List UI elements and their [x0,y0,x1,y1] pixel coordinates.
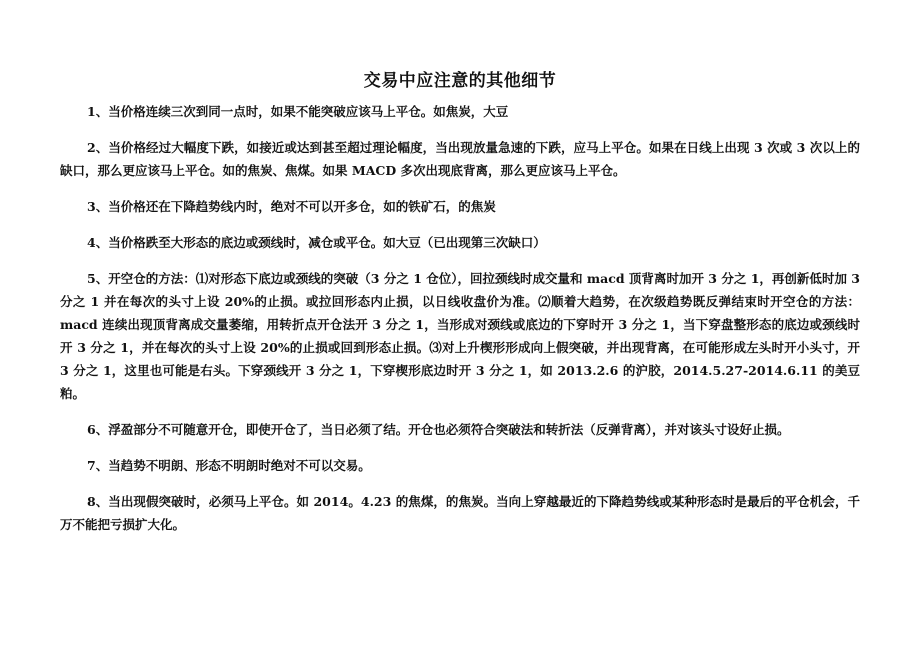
paragraph-6: 6、浮盈部分不可随意开仓，即使开仓了，当日必须了结。开仓也必须符合突破法和转折法（反弹背离），并对该头寸设好止损。 [87,422,790,437]
paragraph-2: 2、当价格经过大幅度下跌，如接近或达到甚至超过理论幅度，当出现放量急速的下跌，应马上平仓。如果在日线上出现 3 次或 3 次以上的缺口，那么更应该马上平仓。如的焦炭、焦煤。如果 MACD 多次出现底背离，那么更应该马上平仓。 [60,140,860,178]
paragraph-5: 5、开空仓的方法：⑴对形态下底边或颈线的突破（3 分之 1 仓位），回拉颈线时成交量和 macd 顶背离时加开 3 分之 1，再创新低时加 3 分之 1 并在每次的头寸上设 20%的止损。或拉回形态内止损，以日线收盘价为准。⑵顺着大趋势，在次级趋势既反弹结束时开空仓的方法：macd 连续出现顶背离成交量萎缩，用转折点开仓法开 3 分之 1，当形成对颈线或底边的下穿时开 3 分之 1，当下穿盘整形态的底边或颈线时开 3 分之 1，并在每次的头寸上设 20%的止损或回到形态止损。⑶对上升楔形形成向上假突破，并出现背离，在可能形成左头时开小头寸，开 3 分之 1，这里也可能是右头。下穿颈线开 3 分之 1，下穿楔形底边时开 3 分之 1，如 2013.2.6 的沪胶，2014.5.27-2014.6.11 的美豆粕。 [60,271,860,401]
paragraph-7: 7、当趋势不明朗、形态不明朗时绝对不可以交易。 [87,458,371,473]
document-body [60,100,860,549]
paragraph-3: 3、当价格还在下降趋势线内时，绝对不可以开多仓，如的铁矿石，的焦炭 [87,199,496,214]
paragraph-1: 1、当价格连续三次到同一点时，如果不能突破应该马上平仓。如焦炭，大豆 [87,104,509,119]
document-title: 交易中应注意的其他细节 [363,71,557,91]
paragraph-8: 8、当出现假突破时，必须马上平仓。如 2014。4.23 的焦煤，的焦炭。当向上穿越最近的下降趋势线或某种形态时是最后的平仓机会，千万不能把亏损扩大化。 [60,494,860,532]
paragraph-4: 4、当价格跌至大形态的底边或颈线时，减仓或平仓。如大豆（已出现第三次缺口） [87,235,546,250]
